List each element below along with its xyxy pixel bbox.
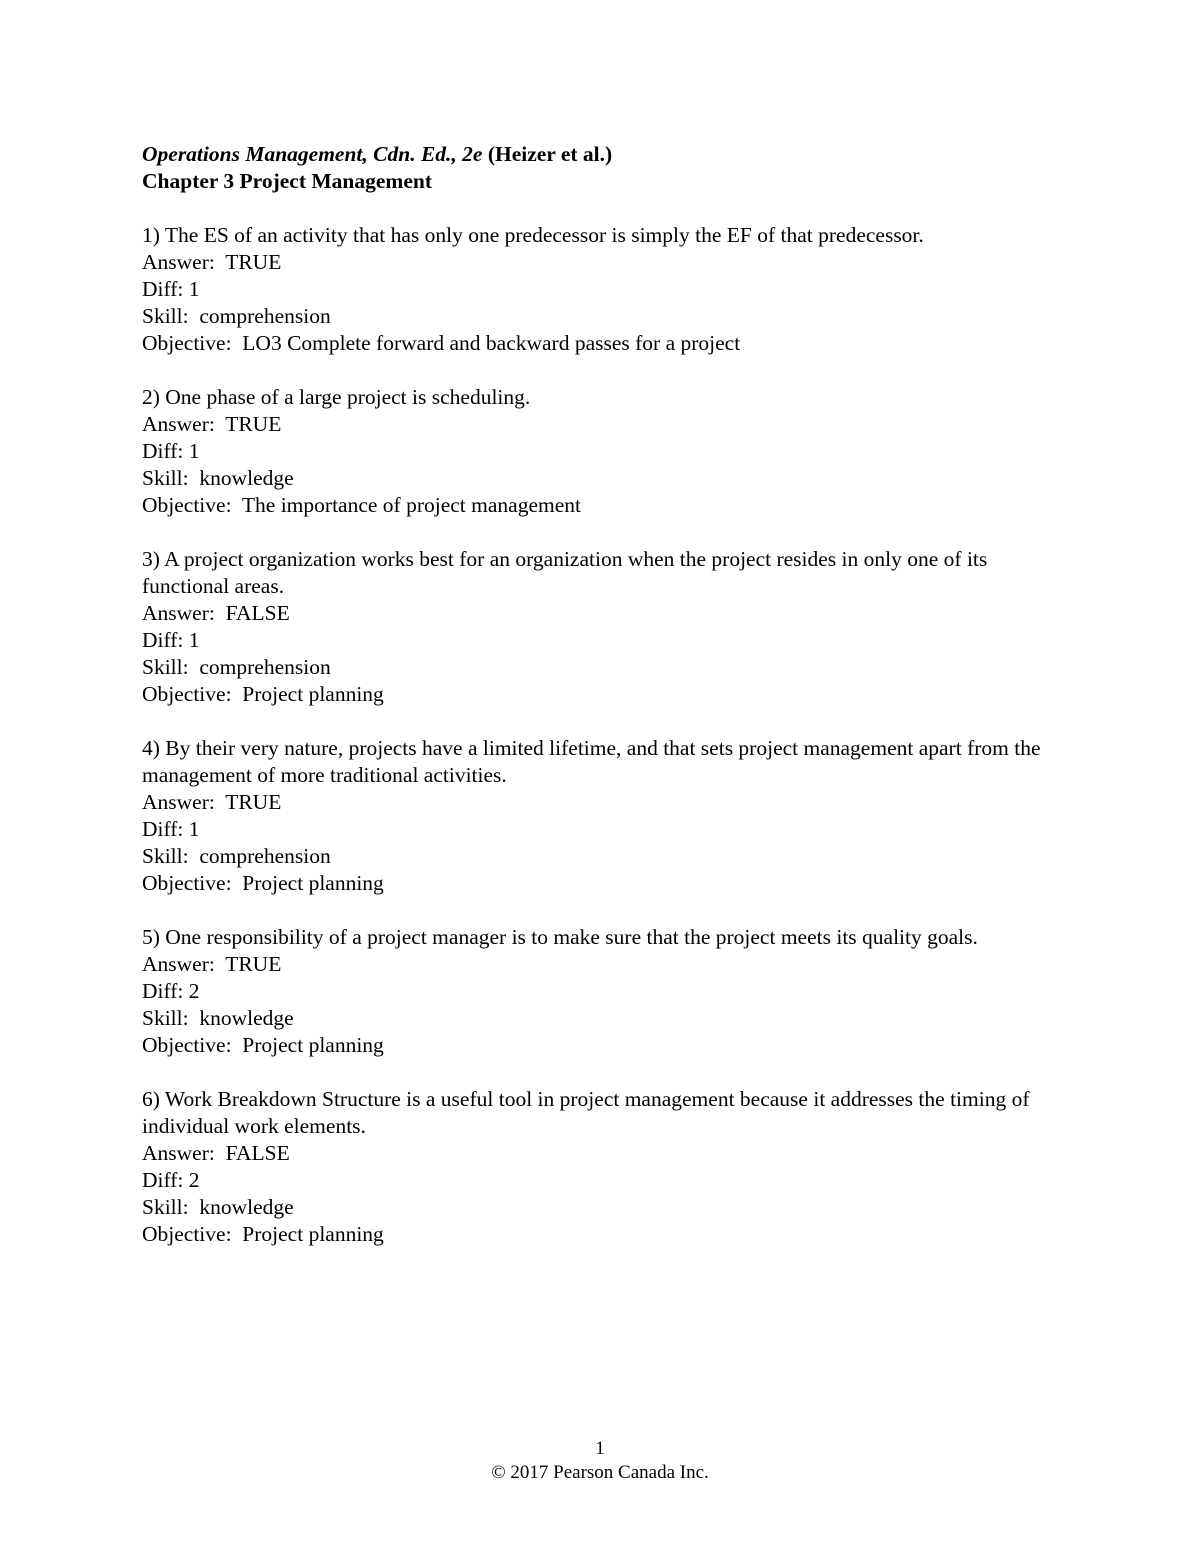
question-skill: Skill: comprehension bbox=[142, 655, 331, 679]
question-item bbox=[142, 735, 1062, 897]
question-diff: Diff: 1 bbox=[142, 817, 200, 841]
question-objective: Objective: Project planning bbox=[142, 1033, 384, 1057]
question-objective: Objective: Project planning bbox=[142, 682, 384, 706]
question-diff: Diff: 2 bbox=[142, 979, 200, 1003]
question-text: 1) The ES of an activity that has only one predecessor is simply the EF of that predecessor. bbox=[142, 223, 924, 247]
question-item bbox=[142, 384, 1062, 519]
question-skill: Skill: knowledge bbox=[142, 1195, 294, 1219]
question-diff: Diff: 1 bbox=[142, 277, 200, 301]
book-title bbox=[142, 141, 1062, 168]
question-skill: Skill: comprehension bbox=[142, 844, 331, 868]
question-text: 6) Work Breakdown Structure is a useful tool in project management because it addresses the timing of individual work elements. bbox=[142, 1087, 1035, 1138]
question-skill: Skill: knowledge bbox=[142, 466, 294, 490]
question-answer: Answer: TRUE bbox=[142, 790, 282, 814]
question-answer: Answer: TRUE bbox=[142, 412, 282, 436]
chapter-title: Chapter 3 Project Management bbox=[142, 169, 432, 193]
question-objective: Objective: The importance of project management bbox=[142, 493, 581, 517]
page-number: 1 bbox=[595, 1438, 605, 1459]
question-skill: Skill: knowledge bbox=[142, 1006, 294, 1030]
question-objective: Objective: Project planning bbox=[142, 871, 384, 895]
question-text: 3) A project organization works best for an organization when the project resides in only one of its functional areas. bbox=[142, 547, 993, 598]
book-title-italic: Operations Management, Cdn. Ed., 2e bbox=[142, 142, 483, 166]
question-text: 5) One responsibility of a project manager is to make sure that the project meets its quality goals. bbox=[142, 925, 978, 949]
question-item bbox=[142, 222, 1062, 357]
question-objective: Objective: Project planning bbox=[142, 1222, 384, 1246]
question-answer: Answer: FALSE bbox=[142, 601, 290, 625]
question-answer: Answer: TRUE bbox=[142, 952, 282, 976]
question-objective: Objective: LO3 Complete forward and backward passes for a project bbox=[142, 331, 741, 355]
question-answer: Answer: FALSE bbox=[142, 1141, 290, 1165]
question-skill: Skill: comprehension bbox=[142, 304, 331, 328]
question-answer: Answer: TRUE bbox=[142, 250, 282, 274]
question-text: 4) By their very nature, projects have a limited lifetime, and that sets project management apart from the management of more traditional activities. bbox=[142, 736, 1046, 787]
question-diff: Diff: 1 bbox=[142, 439, 200, 463]
copyright-notice: © 2017 Pearson Canada Inc. bbox=[491, 1462, 709, 1483]
question-item bbox=[142, 1086, 1062, 1248]
question-item bbox=[142, 924, 1062, 1059]
question-diff: Diff: 1 bbox=[142, 628, 200, 652]
book-title-authors: (Heizer et al.) bbox=[482, 142, 613, 166]
question-item bbox=[142, 546, 1062, 708]
question-text: 2) One phase of a large project is scheduling. bbox=[142, 385, 531, 409]
document-body bbox=[142, 141, 1062, 1275]
question-diff: Diff: 2 bbox=[142, 1168, 200, 1192]
